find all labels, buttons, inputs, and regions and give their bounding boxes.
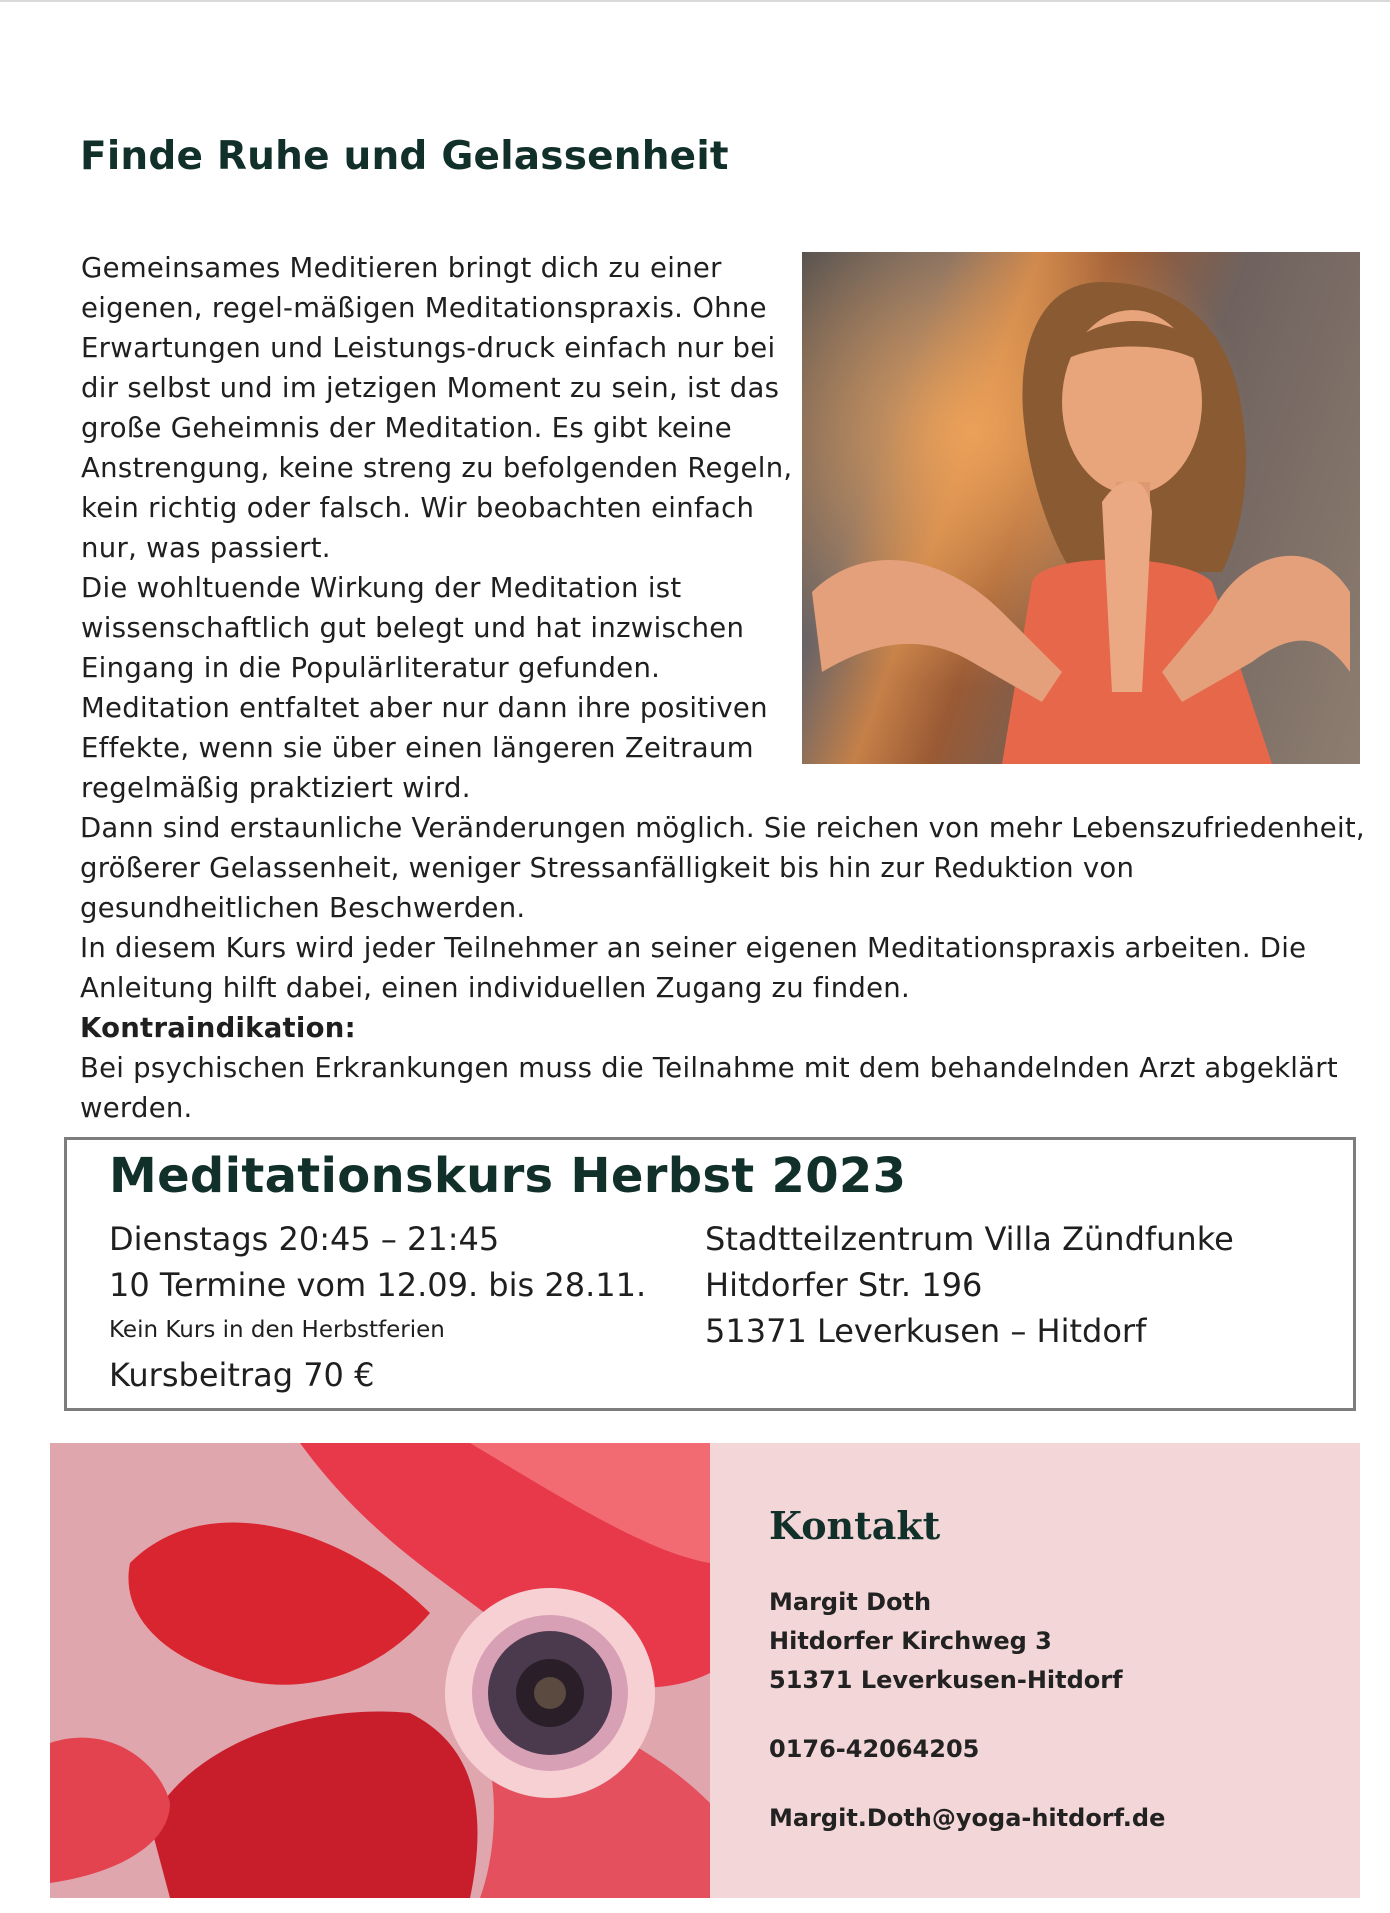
course-venue (705, 1216, 1234, 1354)
course-dates: 10 Termine vom 12.09. bis 28.11. (109, 1266, 647, 1304)
contraindication-label: Kontraindikation: (80, 1012, 356, 1044)
flower-image (50, 1443, 710, 1898)
page-title: Finde Ruhe und Gelassenheit (80, 134, 729, 179)
course-schedule-time: Dienstags 20:45 – 21:45 (109, 1220, 500, 1258)
contact-phone: 0176-42064205 (769, 1735, 980, 1763)
contact-street: Hitdorfer Kirchweg 3 (769, 1627, 1052, 1655)
course-title: Meditationskurs Herbst 2023 (109, 1148, 907, 1204)
contact-section (50, 1443, 1360, 1898)
contact-title: Kontakt (769, 1503, 941, 1548)
contraindication-text: Bei psychischen Erkrankungen muss die Teilnahme mit dem behandelnden Arzt abgeklärt werden. (80, 1052, 1338, 1124)
body-text (80, 808, 1370, 1128)
intro-paragraph-1: Gemeinsames Meditieren bringt dich zu einer eigenen, regel-mäßigen Meditationspraxis. Ohne Erwartungen und Leistungs-druck einfach nur bei dir selbst und im jetzigen Moment zu sein, ist das große Geheimnis der Meditation. Es gibt keine Anstrengung, keine streng zu befolgenden Regeln, kein richtig oder falsch. Wir beobachten einfach nur, was passiert. (81, 252, 793, 564)
course-schedule (109, 1216, 646, 1398)
contact-name: Margit Doth (769, 1588, 932, 1616)
flower-illustration (50, 1443, 710, 1898)
body-paragraph-2: In diesem Kurs wird jeder Teilnehmer an seiner eigenen Meditationspraxis arbeiten. Die Anleitung hilft dabei, einen individuellen Zugang zu finden. (80, 932, 1307, 1004)
contact-details (769, 1583, 1165, 1838)
contact-email[interactable]: Margit.Doth@yoga-hitdorf.de (769, 1804, 1166, 1832)
teacher-photo (802, 252, 1360, 764)
intro-text (81, 248, 801, 808)
course-info-box (64, 1137, 1356, 1411)
course-note: Kein Kurs in den Herbstferien (109, 1317, 445, 1343)
intro-paragraph-2: Die wohltuende Wirkung der Meditation ist wissenschaftlich gut belegt und hat inzwischen Eingang in die Populärliteratur gefunden. Meditation entfaltet aber nur dann ihre positiven Effekte, wenn sie über einen längeren Zeitraum regelmäßig praktiziert wird. (81, 572, 768, 804)
course-venue-street: Hitdorfer Str. 196 (705, 1266, 983, 1304)
teacher-photo-illustration (802, 252, 1360, 764)
course-venue-city: 51371 Leverkusen – Hitdorf (705, 1312, 1147, 1350)
contact-panel (710, 1443, 1360, 1898)
course-venue-name: Stadtteilzentrum Villa Zündfunke (705, 1220, 1234, 1258)
body-paragraph-1: Dann sind erstaunliche Veränderungen möglich. Sie reichen von mehr Lebenszufriedenheit, größerer Gelassenheit, weniger Stressanfälligkeit bis hin zur Reduktion von gesundheitlichen Beschwerden. (80, 812, 1365, 924)
top-rule (0, 0, 1390, 2)
contact-city: 51371 Leverkusen-Hitdorf (769, 1666, 1123, 1694)
course-fee: Kursbeitrag 70 € (109, 1356, 375, 1394)
